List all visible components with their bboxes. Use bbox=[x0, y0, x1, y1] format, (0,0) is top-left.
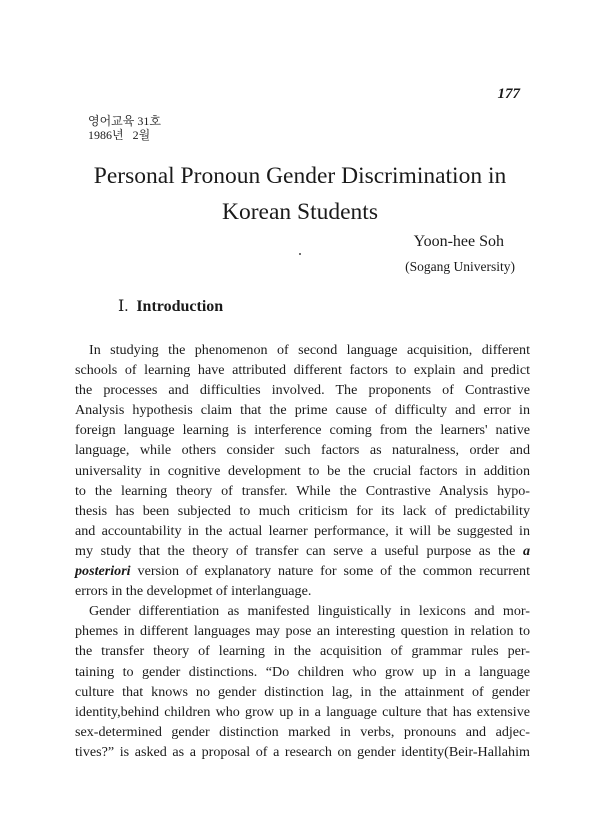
paper-title bbox=[70, 158, 530, 230]
text-line: universality in cognitive development to be the crucial factors in addition bbox=[75, 462, 530, 479]
text-line bbox=[75, 561, 530, 581]
italic-term: posteriori bbox=[75, 563, 131, 580]
text-segment: version of explanatory nature for some of the common recurrent bbox=[130, 563, 530, 580]
paper-title-line: Korean Students bbox=[222, 199, 378, 225]
text-line: schools of learning have attributed different factors to explain and predict bbox=[75, 362, 530, 379]
paper-title-line: Personal Pronoun Gender Discrimination in bbox=[93, 163, 507, 189]
text-line bbox=[75, 541, 530, 561]
text-line: and accountability in the actual learner performance, it will be suggested in bbox=[75, 522, 530, 539]
text-line: thesis has been subjected to much criticism for its lack of predictability bbox=[75, 502, 530, 519]
journal-date: 1986년 2월 bbox=[88, 128, 151, 142]
text-line: the transfer theory of learning in the acquisition of grammar rules per- bbox=[75, 643, 530, 660]
section-number: Ⅰ. bbox=[118, 298, 129, 315]
section-title: Introduction bbox=[136, 298, 224, 315]
section-heading bbox=[118, 296, 223, 318]
text-line: In studying the phenomenon of second language acquisition, different bbox=[89, 342, 530, 358]
text-line: taining to gender distinctions. “Do children who grow up in a language bbox=[75, 663, 530, 680]
text-line: culture that knows no gender distinction lag, in the attainment of gender bbox=[75, 683, 530, 700]
body-text bbox=[75, 340, 530, 762]
author-affiliation: (Sogang University) bbox=[405, 259, 515, 274]
text-line: Gender differentiation as manifested linguistically in lexicons and mor- bbox=[89, 603, 530, 620]
speck-mark bbox=[299, 253, 301, 255]
text-line: the processes and difficulties involved. The proponents of Contrastive bbox=[75, 382, 530, 399]
text-line: Analysis hypothesis claim that the prime cause of difficulty and error in bbox=[75, 402, 530, 419]
journal-reference bbox=[88, 114, 161, 142]
text-segment: my study that the theory of transfer can serve a useful purpose as the bbox=[75, 542, 516, 559]
text-line: to the learning theory of transfer. While the Contrastive Analysis hypo- bbox=[75, 482, 530, 499]
journal-volume: 영어교육 31호 bbox=[88, 114, 161, 128]
text-line: foreign language learning is interference coming from the learners' native bbox=[75, 422, 530, 439]
text-line: identity,behind children who grow up in a language culture that has extensive bbox=[75, 703, 530, 720]
italic-term: a bbox=[522, 542, 530, 559]
text-line: tives?” is asked as a proposal of a research on gender identity(Beir-Hallahim bbox=[75, 743, 530, 760]
text-line: errors in the developmet of interlanguage. bbox=[75, 583, 312, 600]
text-line: language, while others consider such factors as naturalness, order and bbox=[75, 442, 530, 459]
text-line: sex-determined gender distinction marked in verbs, pronouns and adjec- bbox=[75, 723, 530, 740]
page-number: 177 bbox=[497, 86, 520, 102]
text-line: phemes in different languages may pose an interesting question in relation to bbox=[75, 623, 530, 640]
author-name: Yoon-hee Soh bbox=[413, 233, 504, 250]
